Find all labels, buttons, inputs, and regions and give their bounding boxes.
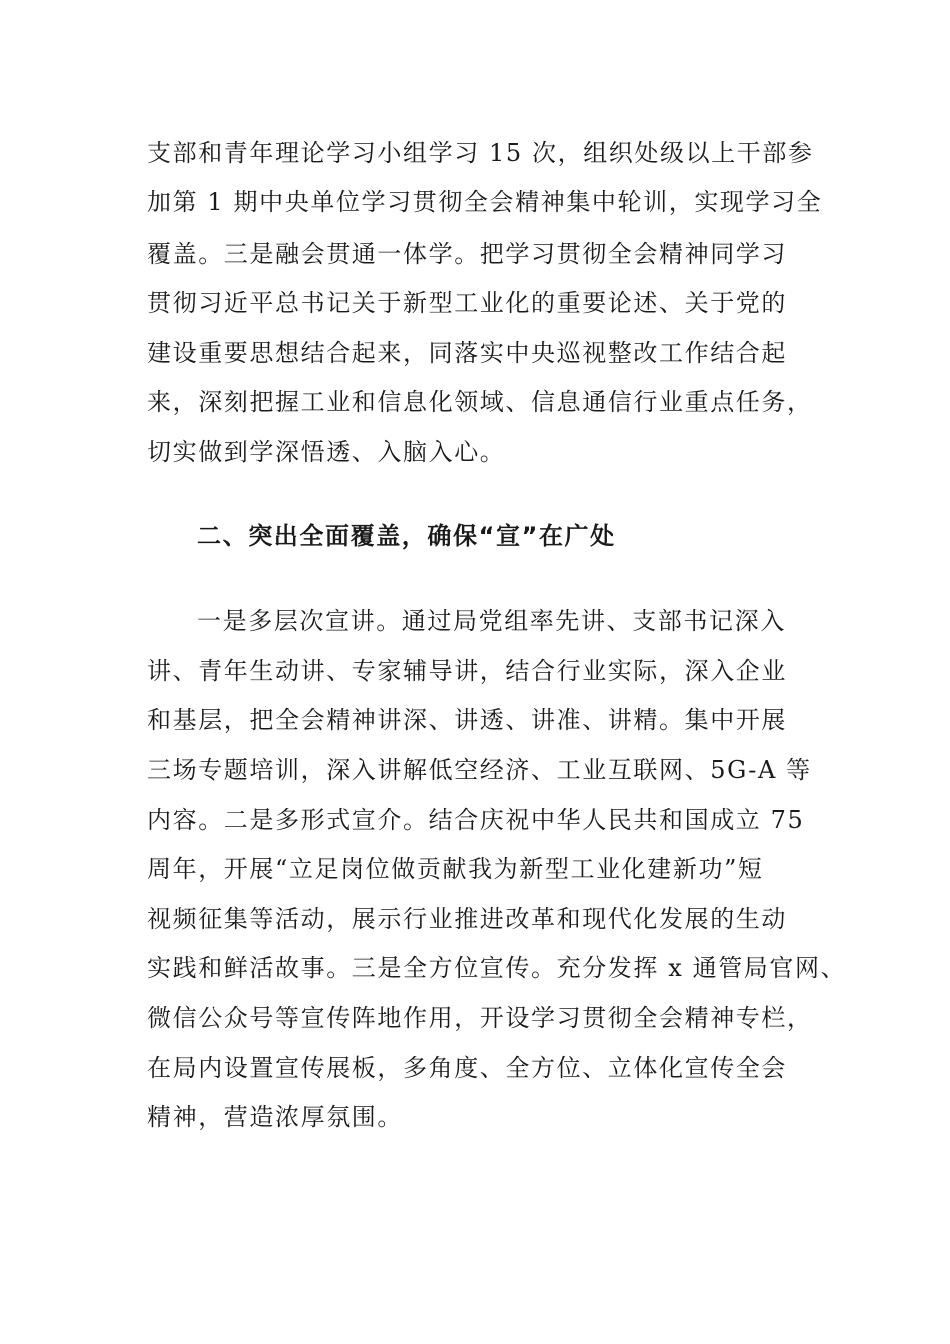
text-line: 和基层，把全会精神讲深、讲透、讲准、讲精。集中开展 [147,706,787,734]
text-line: 三场专题培训，深入讲解低空经济、工业互联网、5G-A 等 [147,756,812,784]
section-heading: 二、突出全面覆盖，确保“宣”在广处 [197,522,616,550]
text-line: 建设重要思想结合起来，同落实中央巡视整改工作结合起 [147,339,787,367]
text-line: 讲、青年生动讲、专家辅导讲，结合行业实际，深入企业 [147,657,787,685]
text-line: 周年，开展“立足岗位做贡献我为新型工业化建新功”短 [147,855,764,883]
text-line: 微信公众号等宣传阵地作用，开设学习贯彻全会精神专栏， [147,1004,813,1032]
text-line: 视频征集等活动，展示行业推进改革和现代化发展的生动 [147,905,787,933]
text-line: 在局内设置宣传展板，多角度、全方位、立体化宣传全会 [147,1054,787,1082]
text-line: 切实做到学深悟透、入脑入心。 [147,438,506,466]
text-line: 一是多层次宣讲。通过局党组率先讲、支部书记深入 [197,607,786,635]
text-line: 覆盖。三是融会贯通一体学。把学习贯彻全会精神同学习 [147,240,787,268]
text-line: 精神，营造浓厚氛围。 [147,1103,403,1131]
text-line: 实践和鲜活故事。三是全方位宣传。充分发挥 x 通管局官网、 [147,954,847,982]
text-line: 内容。二是多形式宣介。结合庆祝中华人民共和国成立 75 [147,806,805,834]
text-line: 来，深刻把握工业和信息化领域、信息通信行业重点任务， [147,388,813,416]
text-line: 支部和青年理论学习小组学习 15 次，组织处级以上干部参 [147,139,814,167]
text-line: 贯彻习近平总书记关于新型工业化的重要论述、关于党的 [147,289,787,317]
text-line: 加第 1 期中央单位学习贯彻全会精神集中轮训，实现学习全 [147,188,823,216]
